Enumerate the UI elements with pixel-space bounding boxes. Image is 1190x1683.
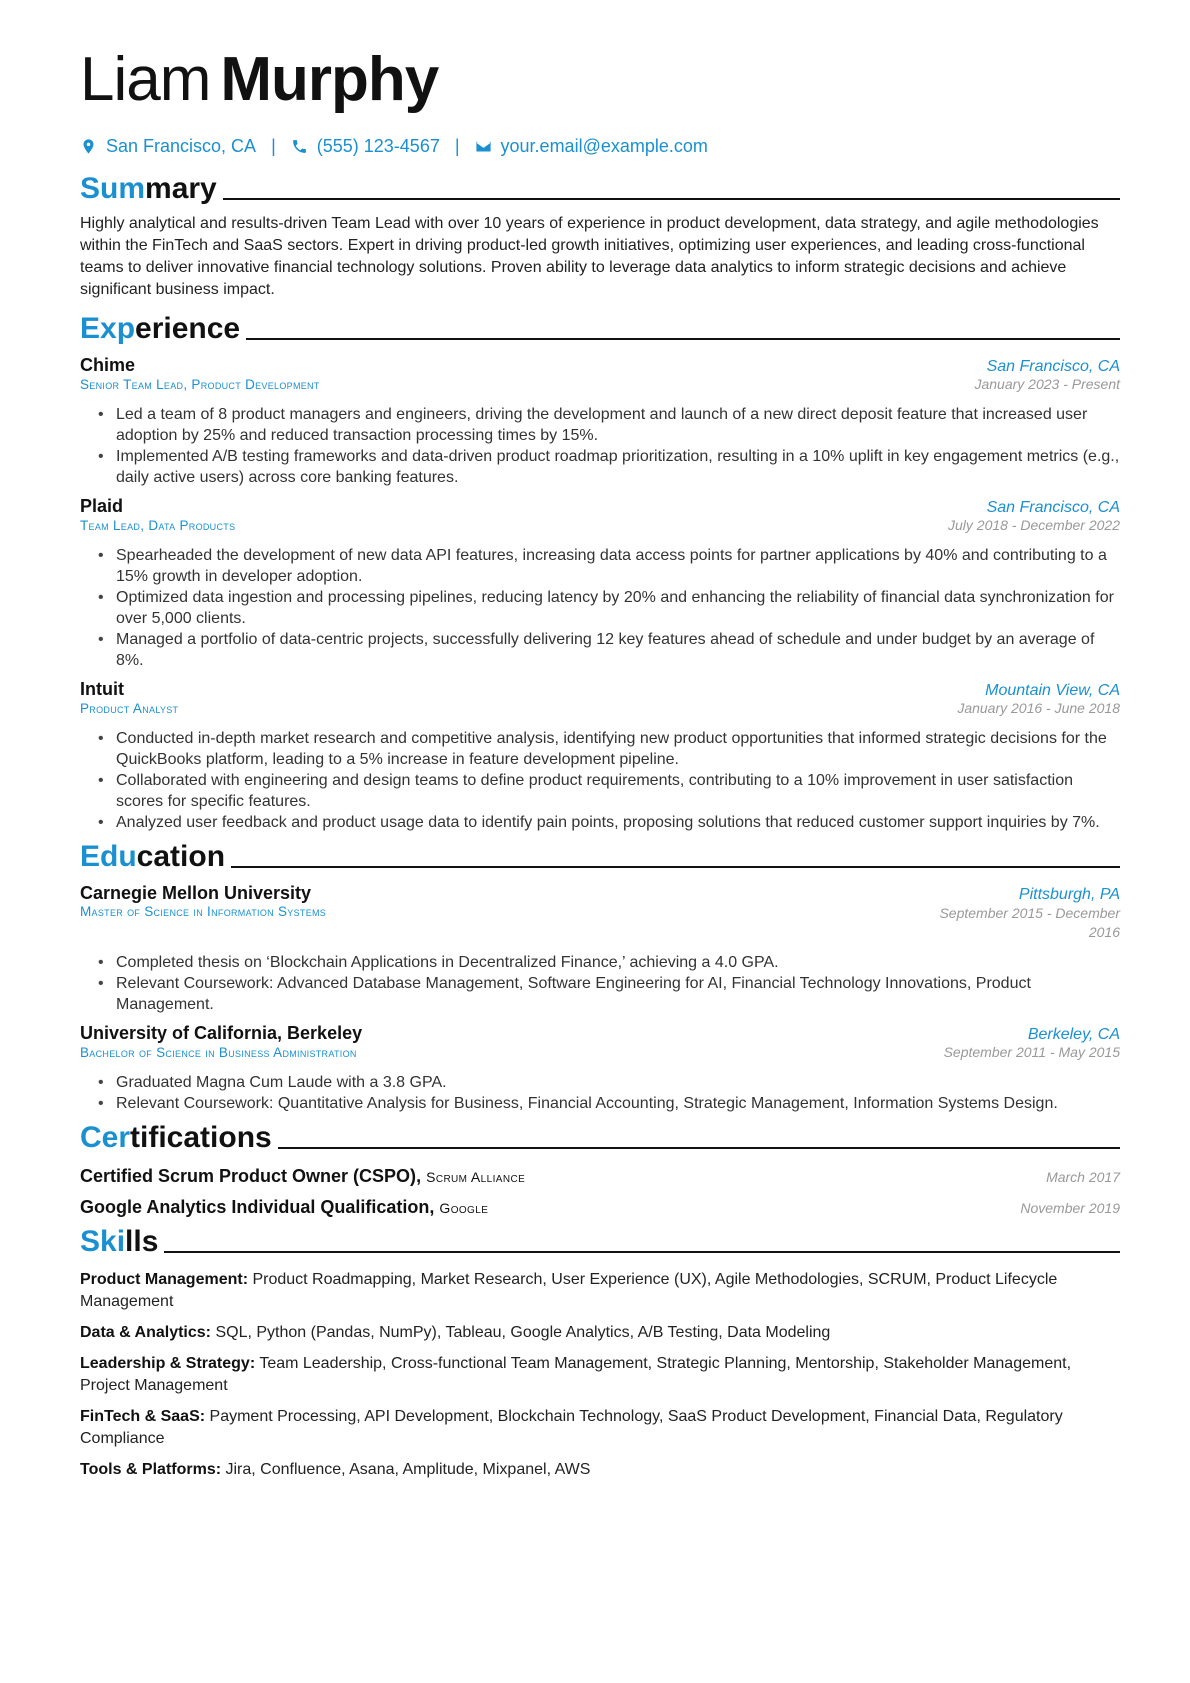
degree: Bachelor of Science in Business Administration [80,1045,357,1060]
contact-location [80,136,256,157]
last-name: Murphy [220,45,439,114]
school-dates: September 2011 - May 2015 [943,1044,1120,1060]
company-name: Intuit [80,679,124,699]
bullet-item: • Completed thesis on ‘Blockchain Applications in Decentralized Finance,’ achieving a 4.0 GPA. [98,952,1120,973]
contact-email[interactable] [475,136,708,157]
skill-line [80,1322,1120,1344]
section-divider [164,1251,1120,1253]
certification-date: November 2019 [1020,1200,1120,1216]
bullet-item: • Relevant Coursework: Advanced Database Management, Software Engineering for AI, Financial Technology Innovations, Product Management. [98,973,1120,1015]
school-name: Carnegie Mellon University [80,883,312,903]
experience-title: Experience [80,312,241,345]
job-entry [80,496,1120,671]
skill-category: Product Management: [80,1271,249,1288]
education-section [80,839,1120,1114]
contact-line [80,136,1120,157]
skill-category: Leadership & Strategy: [80,1355,256,1372]
bullet-item: • Optimized data ingestion and processing pipelines, reducing latency by 20% and enhancing the reliability of financial data synchronization for over 5,000 clients. [98,587,1120,629]
skill-category: Data & Analytics: [80,1324,211,1341]
envelope-icon [475,138,492,155]
school-bullets [80,952,1120,1015]
section-heading [80,171,1120,207]
phone-icon [291,138,308,155]
certifications-section [80,1120,1120,1218]
skill-line [80,1353,1120,1397]
school-bullets [80,1072,1120,1114]
skill-list: Jira, Confluence, Asana, Amplitude, Mixpanel, AWS [225,1461,591,1478]
job-bullets [80,404,1120,488]
location-text: San Francisco, CA [106,136,257,156]
certifications-title: Certifications [80,1121,272,1154]
summary-text: Highly analytical and results-driven Team Lead with over 10 years of experience in product development, data strategy, and agile methodologies within the FinTech and SaaS sectors. Expert in driving product-led growth initiatives, optimizing user experiences, and leading cross-functional teams to deliver innovative financial technology solutions. Proven ability to leverage data analytics to inform strategic decisions and achieve significant business impact. [80,215,1099,298]
bullet-item: • Graduated Magna Cum Laude with a 3.8 GPA. [98,1072,1120,1093]
skill-line [80,1269,1120,1313]
bullet-item: • Implemented A/B testing frameworks and data-driven product roadmap prioritization, resulting in a 10% uplift in key engagement metrics (e.g., daily active users) across core banking features. [98,446,1120,488]
section-heading [80,311,1120,347]
company-name: Plaid [80,496,124,516]
skills-title: Skills [80,1225,159,1258]
skill-category: Tools & Platforms: [80,1461,222,1478]
bullet-item: • Conducted in-depth market research and competitive analysis, identifying new product opportunities that informed strategic decisions for the QuickBooks platform, leading to a 5% increase in feature development pipeline. [98,728,1120,770]
job-role: Product Analyst [80,701,179,716]
degree: Master of Science in Information Systems [80,904,327,919]
school-dates: September 2015 - December 2016 [939,905,1120,940]
section-heading [80,839,1120,875]
job-bullets [80,545,1120,671]
school-name: University of California, Berkeley [80,1023,363,1043]
job-location: San Francisco, CA [986,499,1120,516]
bullet-item: • Collaborated with engineering and design teams to define product requirements, contributing to a 10% improvement in user satisfaction scores for specific features. [98,770,1120,812]
job-location: Mountain View, CA [985,682,1120,699]
job-role: Senior Team Lead, Product Development [80,377,320,392]
school-entry [80,883,1120,1015]
job-location: San Francisco, CA [986,358,1120,375]
section-divider [223,198,1120,200]
certification-org: Scrum Alliance [426,1169,526,1185]
job-entry [80,679,1120,833]
job-entry [80,355,1120,488]
section-divider [278,1147,1120,1149]
bullet-item: • Spearheaded the development of new data API features, increasing data access points for partner applications by 40% and contributing to a 15% growth in developer adoption. [98,545,1120,587]
phone-text: (555) 123-4567 [316,136,440,156]
skill-line [80,1459,1120,1481]
certification-name: Certified Scrum Product Owner (CSPO) [80,1166,417,1186]
email-text: your.email@example.com [500,136,708,156]
bullet-item: • Relevant Coursework: Quantitative Analysis for Business, Financial Accounting, Strategic Management, Information Systems Design. [98,1093,1120,1114]
job-dates: January 2016 - June 2018 [957,700,1120,716]
education-title: Education [80,840,226,873]
summary-section [80,171,1120,301]
certification-date: March 2017 [1046,1169,1120,1185]
job-dates: July 2018 - December 2022 [948,517,1120,533]
school-entry [80,1023,1120,1114]
map-pin-icon [80,138,97,155]
company-name: Chime [80,355,136,375]
certification-item: Google Analytics Individual Qualification, Google November 2019 [80,1197,1120,1217]
contact-separator: | [454,136,460,156]
skill-category: FinTech & SaaS: [80,1408,206,1425]
section-heading [80,1120,1120,1156]
bullet-item: • Analyzed user feedback and product usage data to identify pain points, proposing solutions that reduced customer support inquiries by 7%. [98,812,1120,833]
bullet-item: • Managed a portfolio of data-centric projects, successfully delivering 12 key features ahead of schedule and under budget by an average of 8%. [98,629,1120,671]
section-heading [80,1224,1120,1260]
section-divider [231,866,1120,868]
certification-name: Google Analytics Individual Qualification [80,1197,430,1217]
contact-phone[interactable] [291,136,440,157]
job-role: Team Lead, Data Products [80,518,236,533]
certification-org: Google [439,1200,489,1216]
skill-list: SQL, Python (Pandas, NumPy), Tableau, Google Analytics, A/B Testing, Data Modeling [215,1324,831,1341]
skills-section [80,1224,1120,1481]
school-location: Pittsburgh, PA [1018,886,1120,903]
school-location: Berkeley, CA [1027,1026,1120,1043]
job-bullets [80,728,1120,833]
summary-title: Summary [80,172,217,205]
experience-section [80,311,1120,833]
skill-list: Payment Processing, API Development, Blockchain Technology, SaaS Product Development, Financial Data, Regulatory Compliance [80,1408,1063,1447]
first-name: Liam [80,45,211,114]
job-dates: January 2023 - Present [974,376,1120,392]
skill-list: Team Leadership, Cross-functional Team Management, Strategic Planning, Mentorship, Stakeholder Management, Project Management [80,1355,1072,1394]
certification-item: Certified Scrum Product Owner (CSPO), Scrum Alliance March 2017 [80,1166,1120,1186]
full-name [80,40,1120,120]
resume-header [80,40,1120,157]
bullet-item: • Led a team of 8 product managers and engineers, driving the development and launch of a new direct deposit feature that increased user adoption by 25% and reduced transaction processing times by 15%. [98,404,1120,446]
skill-line [80,1406,1120,1450]
section-divider [246,338,1120,340]
contact-separator: | [271,136,276,156]
skill-list: Product Roadmapping, Market Research, User Experience (UX), Agile Methodologies, SCRUM, Product Lifecycle Management [80,1271,1058,1310]
